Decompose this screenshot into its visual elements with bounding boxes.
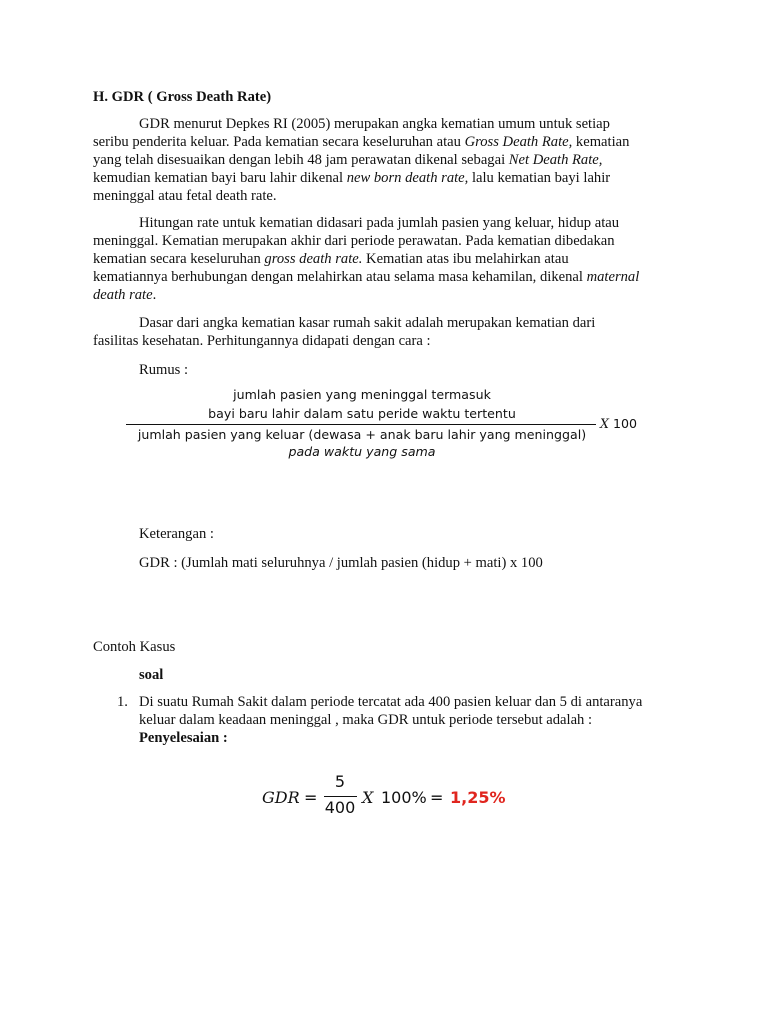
rumus-label: Rumus :	[139, 362, 189, 378]
formula-denominator-line-2: pada waktu yang sama	[288, 444, 436, 459]
result-lhs: GDR	[262, 788, 300, 807]
soal-label: soal	[139, 667, 164, 683]
result-fraction-bar	[324, 796, 357, 797]
result-percent: 100%	[381, 788, 427, 807]
case-line-1: Di suatu Rumah Sakit dalam periode tercatat ada 400 pasien keluar dan 5 di antaranya	[139, 694, 643, 710]
formula-denominator-line-1: jumlah pasien yang keluar (dewasa + anak baru lahir yang meninggal)	[137, 427, 587, 442]
contoh-kasus-label: Contoh Kasus	[93, 639, 176, 655]
case-number: 1.	[117, 694, 128, 710]
p2-line-2: meninggal. Kematian merupakan akhir dari periode perawatan. Pada kematian dibedakan	[93, 233, 615, 249]
p1-line-4: kemudian kematian bayi baru lahir dikenal new born death rate, lalu kematian bayi lahir	[93, 170, 611, 186]
result-denominator: 400	[324, 798, 356, 817]
p2-line-3: kematian secara keseluruhan gross death rate. Kematian atas ibu melahirkan atau	[93, 251, 569, 267]
gdr-definition: GDR : (Jumlah mati seluruhnya / jumlah pasien (hidup + mati) x 100	[139, 555, 543, 571]
formula-fraction-bar	[126, 424, 596, 425]
p1-line-2: seribu penderita keluar. Pada kematian secara keseluruhan atau Gross Death Rate, kematian	[93, 134, 630, 150]
p2-line-5: death rate.	[93, 287, 157, 303]
p1-line-1: GDR menurut Depkes RI (2005) merupakan angka kematian umum untuk setiap	[139, 116, 610, 132]
penyelesaian-label: Penyelesaian :	[139, 730, 228, 746]
p3-line-2: fasilitas kesehatan. Perhitungannya didapati dengan cara :	[93, 333, 431, 349]
section-heading: H. GDR ( Gross Death Rate)	[93, 89, 272, 105]
formula-numerator-line-2: bayi baru lahir dalam satu peride waktu tertentu	[208, 406, 516, 421]
result-x: X	[362, 788, 374, 807]
p1-line-3: yang telah disesuaikan dengan lebih 48 jam perawatan dikenal sebagai Net Death Rate,	[93, 152, 603, 168]
p1-line-5: meninggal atau fetal death rate.	[93, 188, 277, 204]
p2-line-4: kematiannya berhubungan dengan melahirkan atau selama masa kehamilan, dikenal maternal	[93, 269, 640, 285]
result-numerator: 5	[334, 772, 346, 791]
p2-line-1: Hitungan rate untuk kematian didasari pada jumlah pasien yang keluar, hidup atau	[139, 215, 620, 231]
result-equals-2: =	[430, 788, 444, 807]
p3-line-1: Dasar dari angka kematian kasar rumah sakit adalah merupakan kematian dari	[139, 315, 596, 331]
case-line-2: keluar dalam keadaan meninggal , maka GDR untuk periode tersebut adalah :	[139, 712, 593, 728]
result-answer: 1,25%	[450, 788, 506, 807]
result-equals-1: =	[304, 788, 318, 807]
keterangan-label: Keterangan :	[139, 526, 214, 542]
formula-numerator-line-1: jumlah pasien yang meninggal termasuk	[233, 387, 491, 402]
formula-multiplier: X 100	[600, 416, 638, 431]
